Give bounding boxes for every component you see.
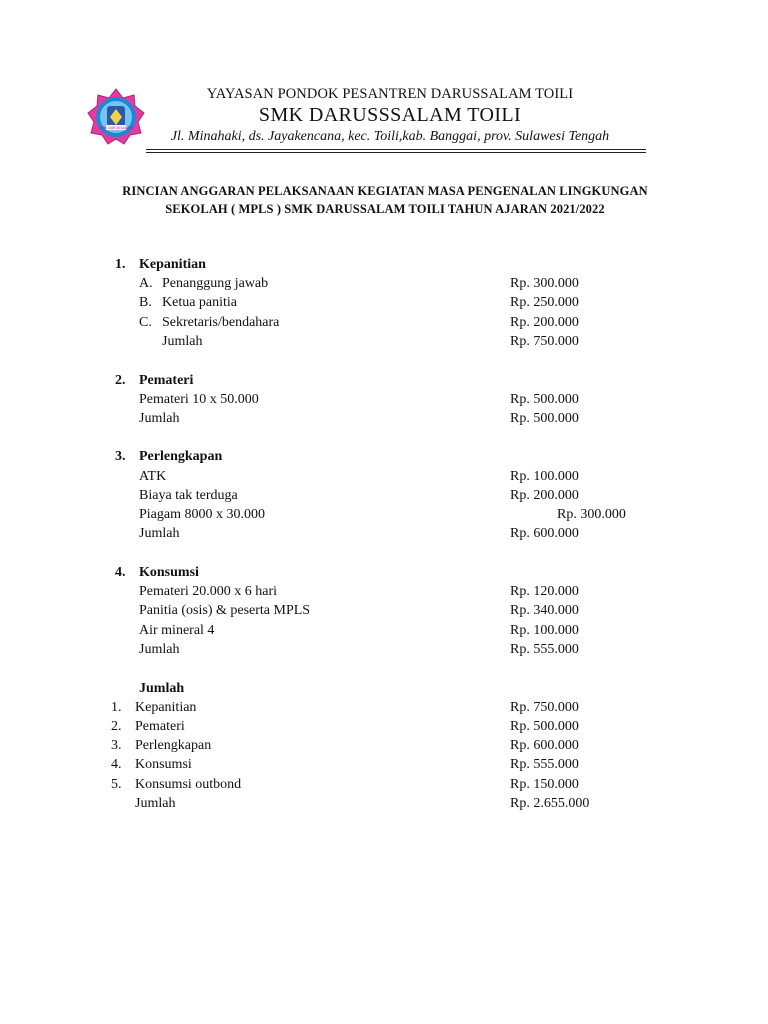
summary-amount: Rp. 500.000 bbox=[510, 719, 579, 734]
school-address: Jl. Minahaki, ds. Jayakencana, kec. Toili,kab. Banggai, prov. Sulawesi Tengah bbox=[170, 129, 610, 144]
item-amount: Rp. 300.000 bbox=[557, 507, 626, 522]
header-divider bbox=[146, 149, 646, 150]
subtotal-label: Jumlah bbox=[139, 411, 180, 426]
document-title-line-1: RINCIAN ANGGARAN PELAKSANAAN KEGIATAN MASA PENGENALAN LINGKUNGAN bbox=[122, 184, 648, 198]
subtotal-label: Jumlah bbox=[139, 642, 180, 657]
summary-number: 3. bbox=[111, 738, 122, 753]
summary-number: 1. bbox=[111, 700, 122, 715]
item-marker: C. bbox=[139, 315, 152, 330]
school-name: SMK DARUSSSALAM TOILI bbox=[258, 104, 522, 126]
school-logo bbox=[86, 87, 146, 147]
section-number: 2. bbox=[115, 373, 126, 388]
section-number: 1. bbox=[115, 257, 126, 272]
summary-label: Perlengkapan bbox=[135, 738, 212, 753]
item-amount: Rp. 200.000 bbox=[510, 315, 579, 330]
item-amount: Rp. 340.000 bbox=[510, 603, 579, 618]
summary-number: 2. bbox=[111, 719, 122, 734]
item-label: Pemateri 10 x 50.000 bbox=[139, 392, 259, 407]
summary-label: Pemateri bbox=[135, 719, 185, 734]
subtotal-amount: Rp. 750.000 bbox=[510, 334, 579, 349]
item-label: Air mineral 4 bbox=[139, 623, 215, 638]
item-label: Panitia (osis) & peserta MPLS bbox=[139, 603, 311, 618]
subtotal-amount: Rp. 500.000 bbox=[510, 411, 579, 426]
item-label: Sekretaris/bendahara bbox=[162, 315, 280, 330]
section-number: 4. bbox=[115, 565, 126, 580]
summary-amount: Rp. 600.000 bbox=[510, 738, 579, 753]
section-heading: Konsumsi bbox=[139, 565, 199, 580]
item-amount: Rp. 250.000 bbox=[510, 295, 579, 310]
summary-amount: Rp. 150.000 bbox=[510, 777, 579, 792]
summary-label: Konsumsi bbox=[135, 757, 192, 772]
section-number: 3. bbox=[115, 449, 126, 464]
header-divider-second bbox=[146, 152, 646, 153]
summary-label: Kepanitian bbox=[135, 700, 197, 715]
section-heading: Perlengkapan bbox=[139, 449, 223, 464]
item-amount: Rp. 100.000 bbox=[510, 623, 579, 638]
summary-amount: Rp. 555.000 bbox=[510, 757, 579, 772]
summary-number: 4. bbox=[111, 757, 122, 772]
item-label: Piagam 8000 x 30.000 bbox=[139, 507, 265, 522]
item-amount: Rp. 120.000 bbox=[510, 584, 579, 599]
logo-text: SMK DARUSSALAM bbox=[99, 126, 133, 130]
subtotal-label: Jumlah bbox=[139, 526, 180, 541]
subtotal-amount: Rp. 555.000 bbox=[510, 642, 579, 657]
item-label: Biaya tak terduga bbox=[139, 488, 238, 503]
item-label: ATK bbox=[139, 469, 167, 484]
grand-total-amount: Rp. 2.655.000 bbox=[510, 796, 590, 811]
organization-name: YAYASAN PONDOK PESANTREN DARUSSALAM TOILI bbox=[206, 86, 574, 102]
summary-amount: Rp. 750.000 bbox=[510, 700, 579, 715]
subtotal-label: Jumlah bbox=[162, 334, 203, 349]
item-marker: B. bbox=[139, 295, 152, 310]
item-label: Pemateri 20.000 x 6 hari bbox=[139, 584, 278, 599]
subtotal-amount: Rp. 600.000 bbox=[510, 526, 579, 541]
section-heading: Pemateri bbox=[139, 373, 194, 388]
summary-heading: Jumlah bbox=[139, 681, 185, 696]
document-title-line-2: SEKOLAH ( MPLS ) SMK DARUSSALAM TOILI TAHUN AJARAN 2021/2022 bbox=[165, 202, 605, 216]
item-marker: A. bbox=[139, 276, 153, 291]
item-amount: Rp. 300.000 bbox=[510, 276, 579, 291]
item-amount: Rp. 500.000 bbox=[510, 392, 579, 407]
item-label: Ketua panitia bbox=[162, 295, 238, 310]
item-amount: Rp. 100.000 bbox=[510, 469, 579, 484]
summary-number: 5. bbox=[111, 777, 122, 792]
section-heading: Kepanitian bbox=[139, 257, 206, 272]
item-label: Penanggung jawab bbox=[162, 276, 269, 291]
summary-label: Konsumsi outbond bbox=[135, 777, 242, 792]
grand-total-label: Jumlah bbox=[135, 796, 176, 811]
item-amount: Rp. 200.000 bbox=[510, 488, 579, 503]
